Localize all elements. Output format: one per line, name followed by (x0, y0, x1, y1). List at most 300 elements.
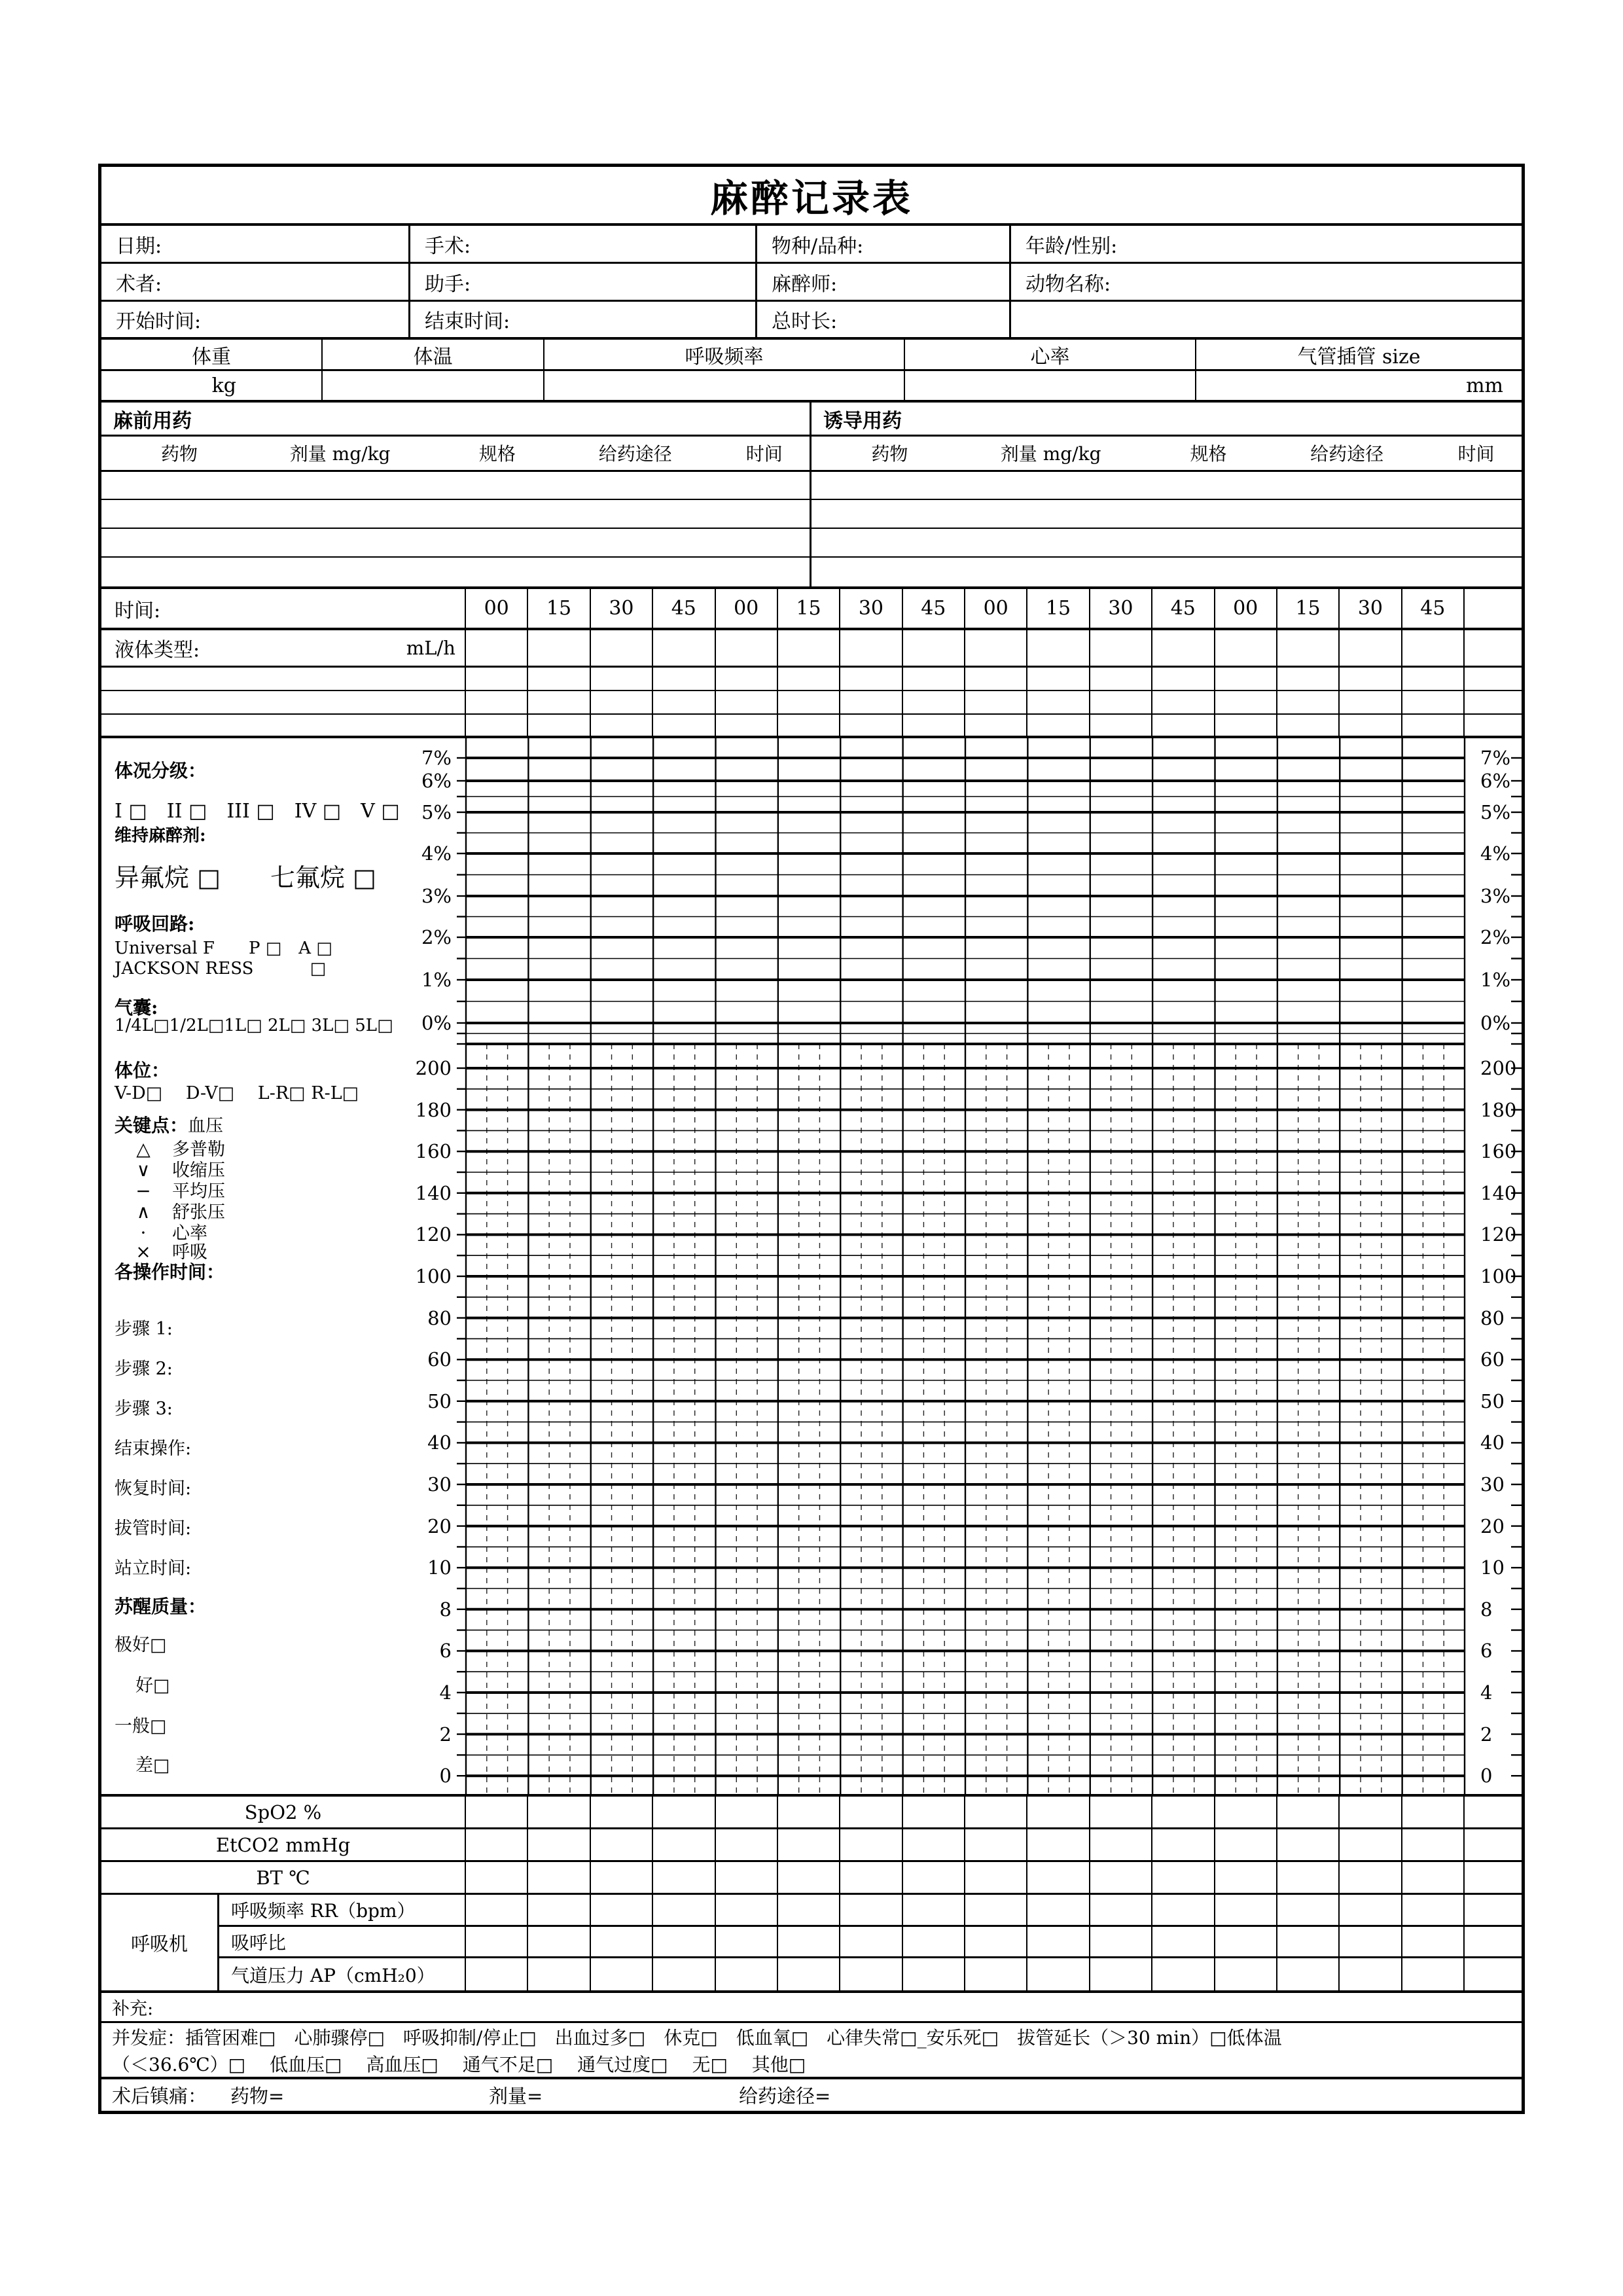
legend-label: 关键点： (115, 1115, 188, 1136)
time-slot-cell[interactable]: 45 (653, 589, 715, 628)
assistant-field[interactable]: 助手: (410, 264, 757, 300)
grid-cell[interactable] (1215, 1958, 1277, 1990)
grid-cell[interactable] (903, 630, 965, 666)
grid-cell[interactable] (1152, 1829, 1215, 1860)
grid-cell[interactable] (903, 1862, 965, 1893)
grid-cell[interactable] (1027, 715, 1090, 736)
grid-cell[interactable] (778, 691, 840, 713)
complications-line-2[interactable]: （＜36.6℃）□ 低血压□ 高血压□ 通气不足□ 通气过度□ 无□ 其他□ (112, 2054, 806, 2075)
grid-cell[interactable] (528, 1797, 590, 1827)
post-op-drug-field[interactable]: 药物= (230, 2085, 285, 2108)
fluid-blank-columns[interactable] (466, 691, 1522, 713)
grid-cell[interactable] (1277, 1829, 1340, 1860)
fluid-value-columns[interactable] (466, 630, 1522, 666)
grid-cell[interactable] (1152, 715, 1215, 736)
grid-cell[interactable] (466, 1829, 528, 1860)
grid-cell[interactable] (1277, 1895, 1340, 1925)
scale-label: 5% (421, 801, 452, 823)
grid-cell[interactable] (1277, 1958, 1340, 1990)
grid-cell[interactable] (716, 668, 778, 690)
grid-cell[interactable] (653, 1862, 715, 1893)
grid-cell[interactable] (466, 691, 528, 713)
grid-cell[interactable] (466, 715, 528, 736)
grid-cell[interactable] (1402, 1927, 1465, 1957)
grid-cell[interactable] (528, 715, 590, 736)
asa-grade-options[interactable]: I □ II □ III □ IV □ V □ (115, 800, 400, 823)
scale-label: 0% (1480, 1012, 1511, 1034)
grid-cell[interactable] (1152, 1927, 1215, 1957)
grid-cell[interactable] (778, 715, 840, 736)
premedication-title: 麻前用药 (101, 403, 810, 437)
grid-cell[interactable] (653, 1797, 715, 1827)
grid-cell[interactable] (591, 1895, 653, 1925)
grid-cell[interactable] (653, 668, 715, 690)
grid-cell[interactable] (466, 1895, 528, 1925)
grid-cell[interactable] (1215, 1927, 1277, 1957)
ventilator-rr-label: 呼吸频率 RR（bpm） (219, 1895, 466, 1925)
grid-cell[interactable] (1465, 1958, 1522, 1990)
grid-cell[interactable] (1090, 668, 1152, 690)
col-drug: 药物 (161, 443, 198, 465)
grid-cell[interactable] (1465, 668, 1522, 690)
grid-cell[interactable] (840, 691, 902, 713)
legend-item-label: 舒张压 (172, 1202, 225, 1223)
grid-cell[interactable] (778, 630, 840, 666)
grid-cell[interactable] (466, 630, 528, 666)
grid-cell[interactable] (1027, 1958, 1090, 1990)
scale-label: 40 (1480, 1431, 1505, 1454)
cross-icon: × (135, 1241, 151, 1263)
grid-cell[interactable] (1027, 1797, 1090, 1827)
grid-cell[interactable] (466, 1862, 528, 1893)
grid-cell[interactable] (1027, 1829, 1090, 1860)
extubation-time-field[interactable]: 拔管时间: (115, 1518, 192, 1539)
step-2-field[interactable]: 步骤 2: (115, 1359, 173, 1379)
grid-cell[interactable] (965, 1895, 1027, 1925)
time-slot-cell[interactable]: 30 (840, 589, 902, 628)
grid-cell[interactable] (653, 1927, 715, 1957)
triangle-icon: △ (136, 1138, 151, 1160)
grid-cell[interactable] (653, 630, 715, 666)
time-slot-cell[interactable]: 00 (466, 589, 528, 628)
fluid-type-row (101, 630, 1522, 668)
grid-cell[interactable] (1277, 668, 1340, 690)
quality-fair-checkbox[interactable]: 一般□ (115, 1716, 167, 1736)
grid-cell[interactable] (591, 668, 653, 690)
etco2-value-columns[interactable] (466, 1829, 1522, 1860)
grid-cell[interactable] (778, 1797, 840, 1827)
premed-blank-row[interactable] (101, 500, 810, 529)
end-time-field[interactable]: 结束时间: (410, 302, 757, 337)
induction-title: 诱导用药 (812, 403, 1522, 437)
grid-cell[interactable] (1152, 668, 1215, 690)
time-slot-cell[interactable]: 15 (1027, 589, 1090, 628)
post-op-label: 术后镇痛： (112, 2085, 207, 2108)
grid-cell[interactable] (1465, 1797, 1522, 1827)
grid-cell[interactable] (778, 1862, 840, 1893)
bag-options[interactable]: 1/4L□1/2L□1L□ 2L□ 3L□ 5L□ (115, 1016, 393, 1035)
fluid-blank-row (101, 668, 1522, 691)
grid-cell[interactable] (1215, 1862, 1277, 1893)
grid-cell[interactable] (591, 1797, 653, 1827)
time-slot-cell[interactable]: 15 (778, 589, 840, 628)
dash-icon: − (135, 1180, 151, 1202)
date-field[interactable]: 日期: (101, 226, 410, 262)
induction-blank-row[interactable] (812, 472, 1522, 500)
ventilator-rr-row (219, 1895, 1522, 1927)
grid-cell[interactable] (1215, 1895, 1277, 1925)
age-sex-field[interactable]: 年龄/性别: (1026, 234, 1118, 258)
grid-cell[interactable] (1027, 668, 1090, 690)
grid-cell[interactable] (1340, 1797, 1402, 1827)
grid-cell[interactable] (1215, 715, 1277, 736)
grid-cell[interactable] (716, 630, 778, 666)
grid-cell[interactable] (716, 1829, 778, 1860)
temp-value-cell[interactable] (323, 371, 544, 400)
step-1-field[interactable]: 步骤 1: (115, 1319, 173, 1339)
time-slot-cell[interactable]: 45 (903, 589, 965, 628)
dot-icon: · (140, 1222, 147, 1244)
grid-cell[interactable] (466, 668, 528, 690)
induction-blank-row[interactable] (812, 558, 1522, 586)
scale-label: 60 (427, 1348, 452, 1371)
grid-cell[interactable] (1340, 715, 1402, 736)
maintenance-options[interactable]: 异氟烷 □ 七氟烷 □ (115, 863, 376, 892)
info-row-3 (101, 302, 1522, 340)
premed-blank-row[interactable] (101, 529, 810, 557)
grid-cell[interactable] (1402, 630, 1465, 666)
circuit-option-universal[interactable]: Universal F P □ A □ (115, 939, 332, 958)
grid-cell[interactable] (1340, 1862, 1402, 1893)
grid-cell[interactable] (1152, 691, 1215, 713)
premed-blank-row[interactable] (101, 472, 810, 500)
grid-cell[interactable] (903, 1829, 965, 1860)
grid-cell[interactable] (840, 1797, 902, 1827)
grid-cell[interactable] (1215, 630, 1277, 666)
heart-rate-value-cell[interactable] (905, 371, 1196, 400)
time-slot-cell[interactable]: 15 (1277, 589, 1340, 628)
asa-grade-label: 体况分级： (115, 760, 207, 781)
info-empty-cell[interactable] (1011, 302, 1522, 337)
legend-item-label: 收缩压 (172, 1160, 225, 1181)
vee-icon: ∨ (136, 1159, 151, 1181)
grid-cell[interactable] (903, 691, 965, 713)
col-spec: 规格 (478, 443, 516, 465)
grid-cell[interactable] (965, 1927, 1027, 1957)
grid-cell[interactable] (1465, 1829, 1522, 1860)
grid-cell[interactable] (1090, 1862, 1152, 1893)
grid-cell[interactable] (1340, 630, 1402, 666)
grid-cell[interactable] (716, 1895, 778, 1925)
col-route: 给药途径 (598, 443, 672, 465)
grid-cell[interactable] (1277, 691, 1340, 713)
grid-cell[interactable] (1152, 1797, 1215, 1827)
complications-row[interactable] (101, 2023, 1522, 2079)
post-op-route-field[interactable]: 给药途径= (739, 2085, 831, 2108)
end-operation-field[interactable]: 结束操作: (115, 1439, 192, 1459)
spo2-value-columns[interactable] (466, 1797, 1522, 1827)
grid-cell[interactable] (1340, 668, 1402, 690)
grid-cell[interactable] (965, 691, 1027, 713)
grid-cell[interactable] (528, 1862, 590, 1893)
scale-label: 2% (421, 926, 452, 948)
grid-cell[interactable] (1027, 630, 1090, 666)
grid-cell[interactable] (1090, 1797, 1152, 1827)
grid-cell[interactable] (1152, 1862, 1215, 1893)
grid-cell[interactable] (1090, 1829, 1152, 1860)
grid-cell[interactable] (528, 1927, 590, 1957)
scale-label: 6 (1480, 1640, 1493, 1662)
grid-cell[interactable] (591, 1958, 653, 1990)
grid-cell[interactable] (778, 1927, 840, 1957)
grid-cell[interactable] (840, 1862, 902, 1893)
time-slot-cell[interactable]: 45 (1152, 589, 1215, 628)
grid-cell[interactable] (1215, 668, 1277, 690)
scale-label: 50 (427, 1390, 452, 1412)
grid-cell[interactable] (591, 691, 653, 713)
start-time-field[interactable]: 开始时间: (101, 302, 410, 337)
grid-cell[interactable] (778, 1895, 840, 1925)
grid-cell[interactable] (528, 1895, 590, 1925)
grid-cell[interactable] (716, 715, 778, 736)
grid-cell[interactable] (1277, 1797, 1340, 1827)
quality-excellent-checkbox[interactable]: 极好□ (115, 1635, 167, 1655)
time-slot-cell[interactable]: 00 (716, 589, 778, 628)
step-3-field[interactable]: 步骤 3: (115, 1399, 173, 1419)
grid-cell[interactable] (1215, 1829, 1277, 1860)
grid-cell[interactable] (903, 1958, 965, 1990)
time-slot-cell[interactable]: 15 (528, 589, 590, 628)
grid-cell[interactable] (528, 691, 590, 713)
grid-cell[interactable] (653, 691, 715, 713)
grid-cell[interactable] (1277, 1927, 1340, 1957)
grid-cell[interactable] (653, 1958, 715, 1990)
grid-cell[interactable] (965, 630, 1027, 666)
scale-label: 20 (1480, 1515, 1505, 1537)
grid-cell[interactable] (903, 715, 965, 736)
grid-cell[interactable] (1090, 691, 1152, 713)
species-field[interactable]: 物种/品种: (757, 226, 1011, 262)
grid-cell[interactable] (965, 1797, 1027, 1827)
grid-cell[interactable] (840, 630, 902, 666)
grid-cell[interactable] (1027, 1927, 1090, 1957)
grid-cell[interactable] (653, 1895, 715, 1925)
ventilator-ie-columns[interactable] (466, 1927, 1522, 1957)
grid-cell[interactable] (1215, 691, 1277, 713)
grid-cell[interactable] (965, 1958, 1027, 1990)
supplement-row[interactable] (101, 1993, 1522, 2023)
fluid-blank-columns[interactable] (466, 668, 1522, 690)
time-slot-cell[interactable] (1465, 589, 1522, 628)
grid-cell[interactable] (653, 1829, 715, 1860)
standing-time-field[interactable]: 站立时间: (115, 1558, 192, 1579)
grid-cell[interactable] (716, 1927, 778, 1957)
grid-cell[interactable] (840, 1958, 902, 1990)
circuit-option-jackson[interactable]: JACKSON RESS □ (115, 959, 327, 978)
grid-cell[interactable] (716, 691, 778, 713)
scale-label: 3% (1480, 885, 1511, 907)
grid-cell[interactable] (1465, 1895, 1522, 1925)
time-slot-cell[interactable]: 30 (591, 589, 653, 628)
grid-cell[interactable] (591, 1927, 653, 1957)
grid-cell[interactable] (840, 715, 902, 736)
post-op-dose-field[interactable]: 剂量= (489, 2085, 543, 2108)
grid-cell[interactable] (1152, 630, 1215, 666)
vitals-header-row (101, 340, 1522, 371)
grid-cell[interactable] (716, 1797, 778, 1827)
grid-cell[interactable] (903, 1927, 965, 1957)
grid-cell[interactable] (1402, 691, 1465, 713)
grid-cell[interactable] (965, 1829, 1027, 1860)
fluid-blank-columns[interactable] (466, 715, 1522, 736)
grid-cell[interactable] (1152, 1958, 1215, 1990)
fluid-blank-label[interactable] (101, 715, 466, 736)
scale-label: 0% (421, 1012, 452, 1034)
animal-name-field[interactable]: 动物名称: (1026, 272, 1111, 296)
grid-cell[interactable] (778, 1958, 840, 1990)
grid-cell[interactable] (1402, 668, 1465, 690)
premed-blank-row[interactable] (101, 558, 810, 586)
grid-cell[interactable] (1027, 1862, 1090, 1893)
ventilator-rr-columns[interactable] (466, 1895, 1522, 1925)
grid-cell[interactable] (1402, 715, 1465, 736)
time-slot-cell[interactable]: 30 (1340, 589, 1402, 628)
grid-cell[interactable] (1402, 1958, 1465, 1990)
grid-cell[interactable] (591, 1862, 653, 1893)
grid-cell[interactable] (1340, 1829, 1402, 1860)
grid-cell[interactable] (965, 715, 1027, 736)
grid-cell[interactable] (840, 668, 902, 690)
position-options[interactable]: V-D□ D-V□ L-R□ R-L□ (115, 1083, 359, 1103)
info-row-2 (101, 264, 1522, 302)
grid-cell[interactable] (840, 1829, 902, 1860)
grid-cell[interactable] (903, 1895, 965, 1925)
complications-line-1[interactable]: 并发症：插管困难□ 心肺骤停□ 呼吸抑制/停止□ 出血过多□ 休克□ 低血氧□ 心律失常□_安乐死□ 拔管延长（＞30 min）□低体温 (112, 2027, 1282, 2049)
grid-cell[interactable] (1090, 1958, 1152, 1990)
grid-cell[interactable] (466, 1958, 528, 1990)
grid-cell[interactable] (528, 1829, 590, 1860)
grid-cell[interactable] (903, 1797, 965, 1827)
grid-cell[interactable] (965, 1862, 1027, 1893)
grid-cell[interactable] (528, 630, 590, 666)
grid-cell[interactable] (716, 1862, 778, 1893)
scale-label: 80 (1480, 1306, 1505, 1329)
grid-cell[interactable] (965, 668, 1027, 690)
grid-cell[interactable] (716, 1958, 778, 1990)
resp-rate-header: 呼吸频率 (544, 340, 905, 369)
recovery-time-field[interactable]: 恢复时间: (115, 1479, 192, 1499)
grid-cell[interactable] (1090, 630, 1152, 666)
grid-cell[interactable] (1402, 1862, 1465, 1893)
grid-cell[interactable] (591, 630, 653, 666)
resp-rate-value-cell[interactable] (544, 371, 905, 400)
grid-cell[interactable] (1465, 1927, 1522, 1957)
grid-cell[interactable] (840, 1927, 902, 1957)
grid-cell[interactable] (466, 1797, 528, 1827)
grid-cell[interactable] (1277, 630, 1340, 666)
fluid-blank-label[interactable] (101, 691, 466, 713)
total-duration-field[interactable]: 总时长: (757, 302, 1011, 337)
grid-cell[interactable] (1402, 1895, 1465, 1925)
grid-cell[interactable] (591, 715, 653, 736)
grid-cell[interactable] (528, 1958, 590, 1990)
fluid-blank-row (101, 715, 1522, 738)
grid-cell[interactable] (1465, 691, 1522, 713)
monitoring-chart-region[interactable] (101, 738, 1522, 1797)
grid-cell[interactable] (653, 715, 715, 736)
grid-cell[interactable] (778, 668, 840, 690)
quality-poor-checkbox[interactable]: 差□ (135, 1755, 170, 1776)
maintenance-label: 维持麻醉剂: (115, 826, 206, 846)
ventilator-ap-columns[interactable] (466, 1958, 1522, 1990)
weight-header: 体重 (101, 340, 323, 369)
grid-cell[interactable] (1340, 1895, 1402, 1925)
quality-good-checkbox[interactable]: 好□ (135, 1676, 170, 1696)
grid-cell[interactable] (1090, 1927, 1152, 1957)
bt-label: BT ℃ (101, 1862, 466, 1893)
weight-value-cell[interactable]: kg (101, 371, 323, 400)
grid-cell[interactable] (466, 1927, 528, 1957)
bt-value-columns[interactable] (466, 1862, 1522, 1893)
time-slot-columns[interactable] (466, 589, 1522, 628)
scale-label: 200 (415, 1057, 452, 1079)
grid-cell[interactable] (591, 1829, 653, 1860)
grid-cell[interactable] (1090, 1895, 1152, 1925)
grid-cell[interactable] (1027, 1895, 1090, 1925)
grid-cell[interactable] (1402, 1829, 1465, 1860)
induction-blank-row[interactable] (812, 529, 1522, 557)
anesthesia-record-form (98, 164, 1525, 2114)
fluid-blank-label[interactable] (101, 668, 466, 690)
info-row-1 (101, 226, 1522, 264)
scale-label: 50 (1480, 1390, 1505, 1412)
grid-cell[interactable] (778, 1829, 840, 1860)
grid-cell[interactable] (1465, 715, 1522, 736)
anesthetist-field[interactable]: 麻醉师: (757, 264, 1011, 300)
grid-cell[interactable] (1340, 1958, 1402, 1990)
grid-cell[interactable] (840, 1895, 902, 1925)
time-slot-cell[interactable]: 00 (965, 589, 1027, 628)
grid-cell[interactable] (903, 668, 965, 690)
grid-cell[interactable] (1465, 1862, 1522, 1893)
induction-blank-row[interactable] (812, 500, 1522, 529)
scale-label: 10 (427, 1556, 452, 1579)
col-drug: 药物 (871, 443, 908, 465)
grid-cell[interactable] (1027, 691, 1090, 713)
grid-cell[interactable] (1340, 1927, 1402, 1957)
grid-cell[interactable] (1090, 715, 1152, 736)
surgery-field[interactable]: 手术: (410, 226, 757, 262)
grid-cell[interactable] (1152, 1895, 1215, 1925)
surgeon-field[interactable]: 术者: (101, 264, 410, 300)
grid-cell[interactable] (1340, 691, 1402, 713)
scale-label: 180 (1480, 1098, 1517, 1121)
grid-cell[interactable] (1277, 715, 1340, 736)
time-slot-cell[interactable]: 45 (1402, 589, 1465, 628)
col-time: 时间 (745, 443, 783, 465)
time-slot-cell[interactable]: 30 (1090, 589, 1152, 628)
time-slot-cell[interactable]: 00 (1215, 589, 1277, 628)
legend-item-label: 心率 (172, 1223, 207, 1244)
grid-cell[interactable] (1402, 1797, 1465, 1827)
scale-label: 6% (1480, 770, 1511, 792)
grid-cell[interactable] (1215, 1797, 1277, 1827)
ventilator-ap-row (219, 1958, 1522, 1990)
et-tube-value-cell[interactable]: mm (1466, 374, 1503, 397)
grid-cell[interactable] (1277, 1862, 1340, 1893)
grid-cell[interactable] (528, 668, 590, 690)
grid-cell[interactable] (1465, 630, 1522, 666)
